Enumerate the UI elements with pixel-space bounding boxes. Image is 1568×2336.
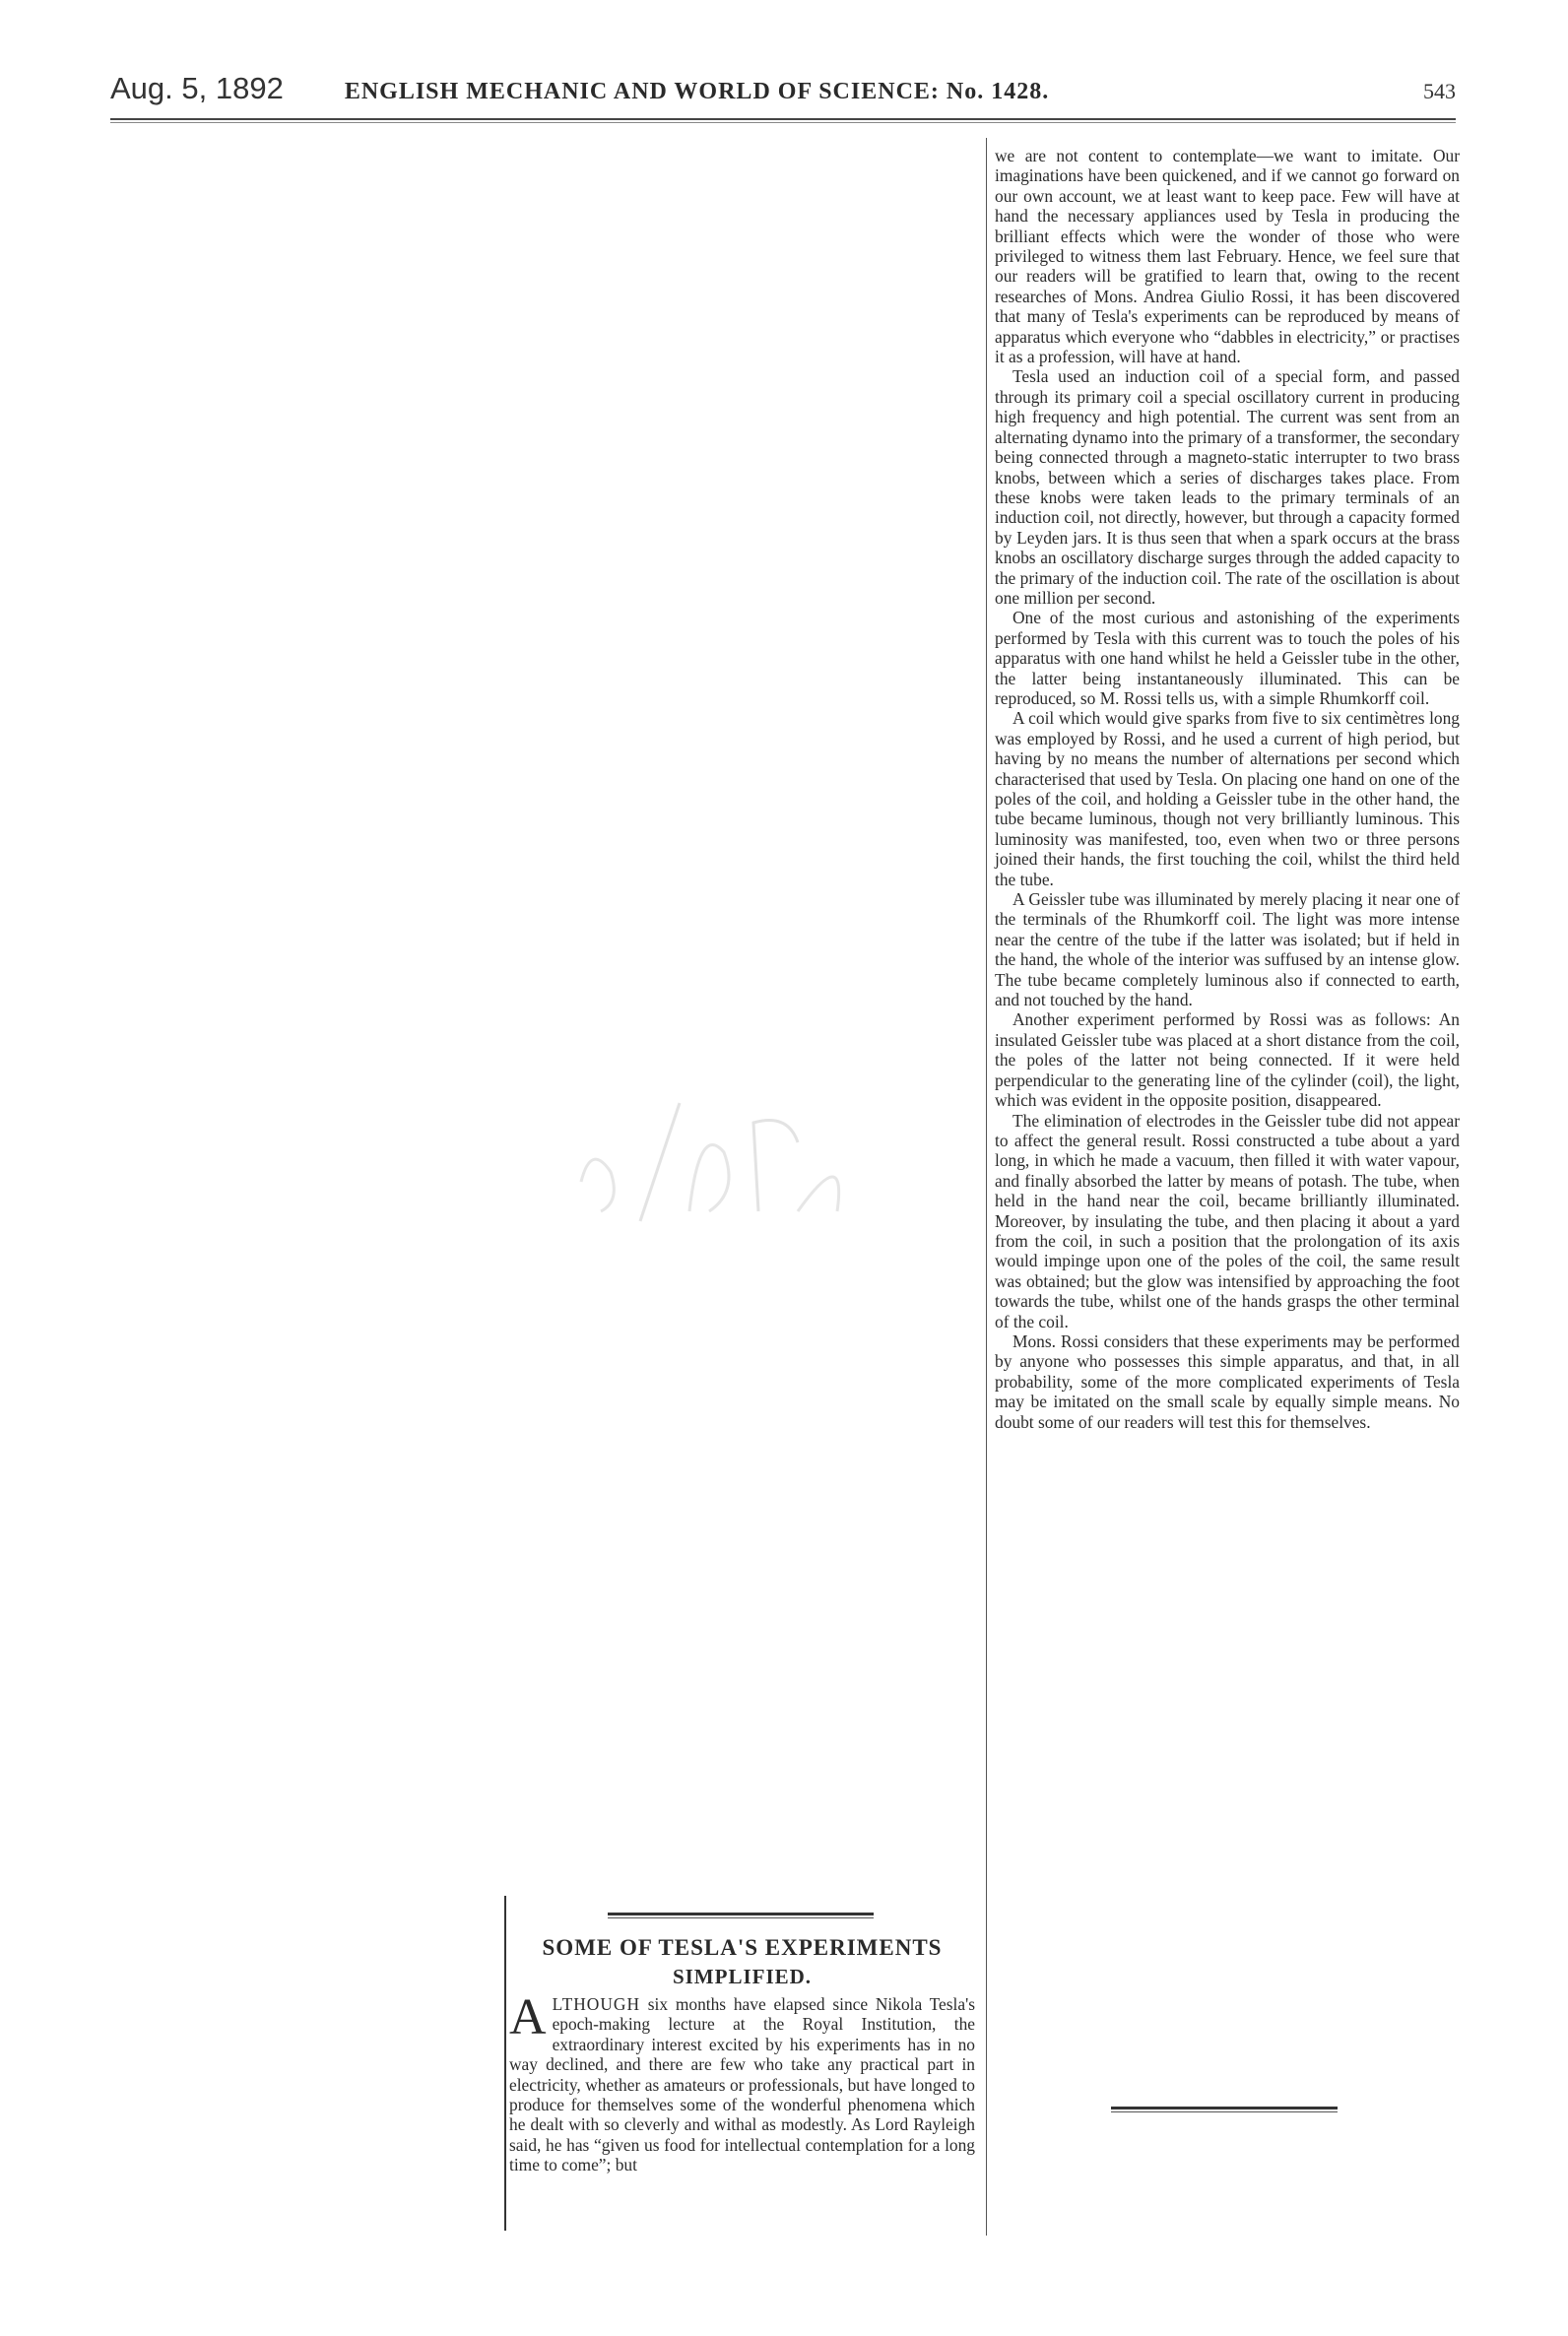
lead-text: six months have elapsed since Nikola Tesla's epoch-making lecture at the Royal Institution, the extraordinary interest excited by his experiments has in no way declined, and there are few who take any practical part in electricity, whether as amateurs or professionals, but have longed to produce for themselves some of the wonderful phenomena which he dealt with so cleverly and withal as modestly. As Lord Rayleigh said, he has “given us food for intellectual contemplation for a long time to come”; but: [509, 1994, 975, 2175]
page-header: [110, 71, 1456, 110]
article-paragraph: we are not content to contemplate—we want to imitate. Our imaginations have been quickened, and if we cannot go forward on our own account, we at least want to keep pace. Few will have at hand the necessary appliances used by Tesla in producing the brilliant effects which were the wonder of those who were privileged to witness them last February. Hence, we feel sure that our readers will be gratified to learn that, owing to the recent researches of Mons. Andrea Giulio Rossi, it has been discovered that many of Tesla's experiments can be reproduced by means of apparatus which everyone who “dabbles in electricity,” or practises it as a profession, will have at hand.: [995, 146, 1460, 367]
article-subtitle: SIMPLIFIED.: [672, 1965, 813, 1988]
article-left-column: [509, 1934, 975, 2175]
header-date: Aug. 5, 1892: [110, 71, 284, 105]
article-paragraph: A Geissler tube was illuminated by merely placing it near one of the terminals of the Rhumkorff coil. The light was more intense near the centre of the tube if the latter was isolated; but if held in the hand, the whole of the interior was suffused by an intense glow. The tube became completely luminous also if connected to earth, and not touched by the hand.: [995, 889, 1460, 1010]
header-title: ENGLISH MECHANIC AND WORLD OF SCIENCE: No. 1428.: [344, 79, 1050, 104]
article-paragraph: Another experiment performed by Rossi was as follows: An insulated Geissler tube was placed at a short distance from the coil, the poles of the latter not being connected. If it were held perpendicular to the generating line of the cylinder (coil), the light, which was evident in the opposite position, disappeared.: [995, 1009, 1460, 1111]
article-right-column: [995, 146, 1460, 1432]
lead-caps: LTHOUGH: [552, 1994, 641, 2014]
article-paragraph: One of the most curious and astonishing of the experiments performed by Tesla with this current was to touch the poles of his apparatus with one hand whilst he held a Geissler tube in the other, the latter being instantaneously illuminated. This can be reproduced, so M. Rossi tells us, with a simple Rhumkorff coil.: [995, 608, 1460, 708]
article-lead-paragraph: [509, 1989, 975, 2175]
article-paragraph: Mons. Rossi considers that these experiments may be performed by anyone who possesses this simple apparatus, and that, in all probability, some of the more complicated experiments of Tesla may be imitated on the small scale by equally simple means. No doubt some of our readers will test this for themselves.: [995, 1330, 1460, 1432]
article-paragraph: A coil which would give sparks from five to six centimètres long was employed by Rossi, and he used a current of high period, but having by no means the number of alternations per second which characterised that used by Tesla. On placing one hand on one of the poles of the coil, and holding a Geissler tube in the other hand, the tube became luminous, though not very brilliantly luminous. This luminosity was manifested, too, even when two or three persons joined their hands, the first touching the coil, whilst the third held the tube.: [995, 708, 1460, 889]
article-top-rule: [608, 1913, 874, 1918]
article-title: SOME OF TESLA'S EXPERIMENTS: [542, 1935, 943, 1960]
article-end-rule: [1111, 2107, 1338, 2112]
header-rule: [110, 118, 1456, 123]
left-column-rule: [504, 1896, 506, 2231]
drop-cap: A: [509, 1989, 547, 2045]
article-paragraph: Tesla used an induction coil of a special form, and passed through its primary coil a special oscillatory current in producing high frequency and high potential. The current was sent from an alternating dynamo into the primary of a transformer, the secondary being connected through a magneto-static interrupter to two brass knobs, between which a series of discharges takes place. From these knobs were taken leads to the primary terminals of an induction coil, not directly, however, but through a capacity formed by Leyden jars. It is thus seen that when a spark occurs at the brass knobs an oscillatory discharge surges through the added capacity to the primary of the induction coil. The rate of the oscillation is about one million per second.: [995, 366, 1460, 608]
column-divider: [986, 138, 987, 2236]
header-page-number: 543: [1423, 79, 1456, 103]
faint-pencil-mark: [552, 1064, 867, 1261]
article-paragraph: The elimination of electrodes in the Geissler tube did not appear to affect the general result. Rossi constructed a tube about a yard long, in which he made a vacuum, then filled it with water vapour, and finally absorbed the latter by means of potash. The tube, when held in the hand near the coil, became brilliantly illuminated. Moreover, by insulating the tube, and then placing it about a yard from the coil, in such a position that the prolongation of its axis would impinge upon one of the poles of the coil, the same result was obtained; but the glow was intensified by approaching the foot towards the tube, whilst one of the hands grasps the other terminal of the coil.: [995, 1110, 1460, 1331]
